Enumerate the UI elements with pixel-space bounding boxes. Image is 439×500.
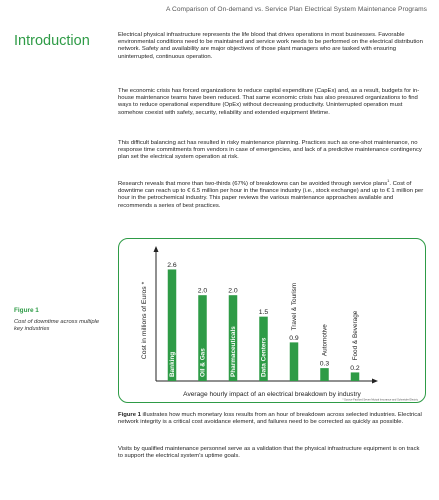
value-label-4: 0.9 — [289, 334, 299, 342]
value-label-5: 0.3 — [319, 360, 330, 368]
footnote-marker: 1 — [387, 178, 390, 184]
x-axis-label: Average hourly impact of an electrical breakdown by industry — [183, 391, 361, 398]
value-label-1: 2.0 — [197, 287, 208, 295]
downtime-cost-chart — [118, 238, 426, 403]
y-axis-label: Cost in millions of Euros * — [141, 281, 148, 360]
category-label-2: Pharmaceuticals — [230, 326, 238, 377]
figure-caption: Cost of downtime across multiple key industries — [14, 319, 100, 332]
figure-label: Figure 1 — [14, 307, 39, 314]
bar-5 — [320, 368, 329, 381]
value-label-6: 0.2 — [350, 364, 360, 372]
figure-explanation-text: illustrates how much monetary loss results from an hour of breakdown across selected industries. Electrical network integrity is a critical cost avoidance element, and failures need to be corrected as quickly as possible. — [118, 412, 422, 426]
y-axis-arrow — [154, 246, 159, 252]
paragraph-intro: Electrical physical infrastructure represents the life blood that drives operations in most businesses. Favorable environmental conditions need to be maintained and service work needs to be performed on the electrical distribution network. Safety and availability are major objectives of those plant managers who are tasked with ensuring uninterrupted, continuous operation. — [118, 32, 423, 60]
value-label-2: 2.0 — [228, 287, 238, 295]
paragraph-figure-explanation — [118, 412, 424, 426]
category-label-0: Banking — [169, 351, 177, 377]
source-note: * Source Factford Seven Mutual Insurance and Schneider Electric — [342, 398, 418, 402]
section-title: Introduction — [14, 33, 90, 49]
value-label-3: 1.5 — [258, 309, 269, 317]
value-label-0: 2.6 — [167, 261, 177, 269]
research-text-end: . Cost of downtime can reach up to € 6.5 million per hour in the finance industry (i.e., stock exchange) and up to € 1 million per hour in the petrochemical industry. This paper reviews the various maintenance approaches available and recommends a series of best practices. — [118, 181, 424, 209]
bar-6 — [351, 372, 360, 381]
category-label-6: Food & Beverage — [352, 310, 360, 361]
x-axis-arrow — [372, 379, 378, 384]
bar-4 — [290, 342, 299, 381]
category-label-3: Data Centers — [260, 337, 268, 377]
paragraph-research — [118, 178, 424, 210]
category-label-4: Travel & Tourism — [291, 282, 299, 331]
research-text-start: Research reveals that more than two-thirds (67%) of breakdowns can be avoided through service plans — [118, 181, 388, 187]
paragraph-economic-crisis: The economic crisis has forced organizations to reduce capital expenditure (CapEx) and, as a result, budgets for in-house maintenance teams have been reduced. That same economic crisis has also pressured organizations to find ways to reduce operational expenditure (OpEx) without decreasing productivity. Uninterrupted operation must somehow coexist with safety, security, reliability and extended equipment lifetime. — [118, 88, 420, 116]
category-label-5: Automotive — [321, 324, 329, 357]
category-label-1: Oil & Gas — [199, 348, 207, 377]
figure-reference: Figure 1 — [118, 412, 141, 418]
paragraph-balancing-act: This difficult balancing act has resulted in risky maintenance planning. Practices such as one-shot maintenance, no response time commitments from vendors in case of emergencies, and lack of a predictive maintenance contingency plan set the electrical system operation at risk. — [118, 140, 422, 161]
running-header: A Comparison of On-demand vs. Service Plan Electrical System Maintenance Programs — [166, 6, 427, 13]
paragraph-maintenance-visits: Visits by qualified maintenance personnel serve as a validation that the physical infrastructure equipment is on track to support the electrical system's uptime goals. — [118, 446, 420, 460]
